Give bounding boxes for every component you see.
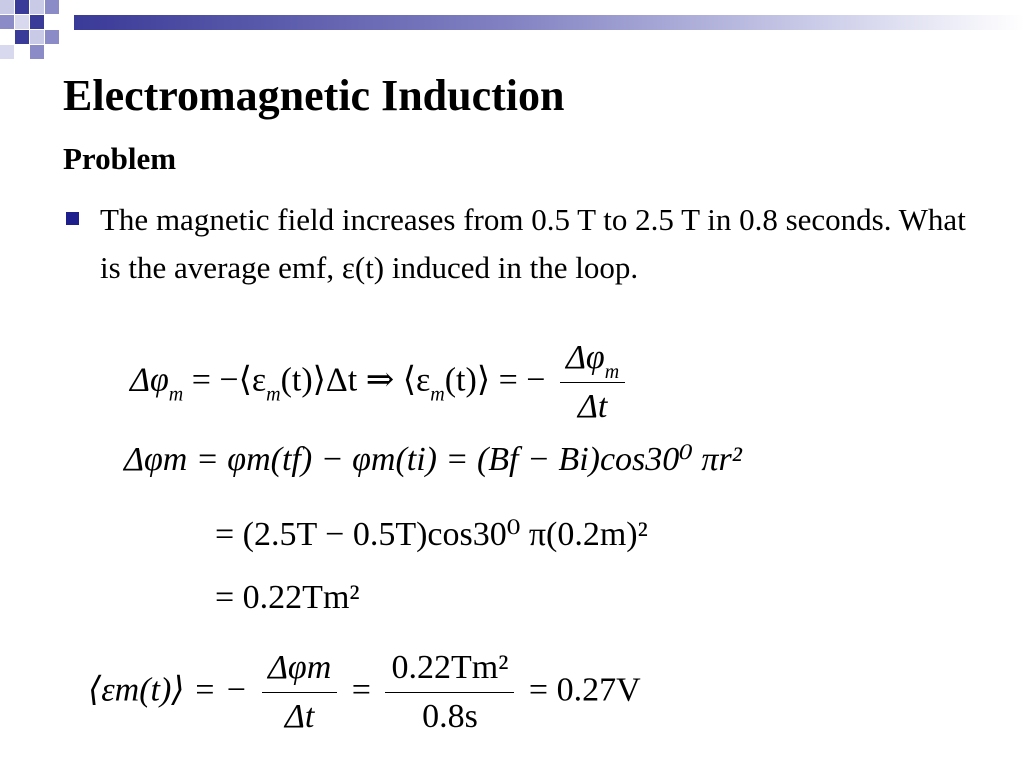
deco-square (45, 0, 59, 14)
deco-square (15, 0, 29, 14)
eq1-lhs: Δφ (130, 361, 169, 399)
deco-square (0, 45, 14, 59)
problem-statement: The magnetic field increases from 0.5 T to 2.5 T in 0.8 seconds. What is the average emf, ε(t) induced in the loop. (100, 202, 966, 285)
deco-square (30, 45, 44, 59)
eq1-lhs-sub: m (168, 383, 184, 406)
eq1-rhs-sub: m (266, 383, 281, 406)
header-gradient-bar (74, 15, 1024, 30)
eq5-frac1-den: Δt (284, 698, 315, 735)
eq4-text: = 0.22Tm² (215, 579, 360, 616)
eq1-frac-num-text: Δφ (565, 339, 605, 376)
eq5-fraction-2 (385, 648, 514, 737)
eq3-text: = (2.5T − 0.5T)cos30⁰ π(0.2m)² (215, 516, 648, 553)
deco-square (30, 15, 44, 29)
eq1-rhs-tail2: (t)⟩ = − (444, 361, 546, 399)
bullet-square-icon (66, 212, 79, 225)
eq1-fraction (560, 338, 625, 427)
eq5-fraction-1 (262, 648, 337, 737)
slide-title: Electromagnetic Induction (63, 71, 565, 120)
eq5-equals: = (351, 671, 371, 709)
deco-square (0, 15, 14, 29)
eq1-rhs-tail: (t)⟩Δt ⇒ ⟨ε (280, 361, 431, 399)
equation-5 (88, 648, 641, 737)
slide-subtitle: Problem (63, 141, 177, 176)
eq1-rhs-sub2: m (430, 383, 445, 406)
deco-square (30, 30, 44, 44)
slide-decoration (0, 0, 1024, 60)
equation-3 (215, 515, 648, 555)
equation-2 (124, 440, 742, 480)
eq1-frac-num (560, 338, 625, 383)
deco-square (15, 30, 29, 44)
eq5-result: = 0.27V (528, 671, 641, 709)
eq1-frac-den: Δt (577, 388, 608, 425)
eq2-text: Δφm = φm(tf) − φm(ti) = (Bf − Bi)cos30⁰ πr² (124, 441, 742, 478)
eq5-lhs: ⟨εm(t)⟩ = − (88, 671, 248, 709)
eq1-rhs: = −⟨ε (191, 361, 267, 399)
equation-1 (130, 338, 631, 427)
deco-square (15, 15, 29, 29)
deco-square (30, 0, 44, 14)
eq1-frac-num-sub: m (604, 361, 620, 383)
eq5-frac2-num: 0.22Tm² (385, 648, 514, 693)
equation-4 (215, 578, 360, 618)
deco-square (45, 30, 59, 44)
deco-square (0, 0, 14, 14)
eq5-frac1-num: Δφm (262, 648, 337, 693)
eq5-frac2-den: 0.8s (422, 698, 478, 735)
